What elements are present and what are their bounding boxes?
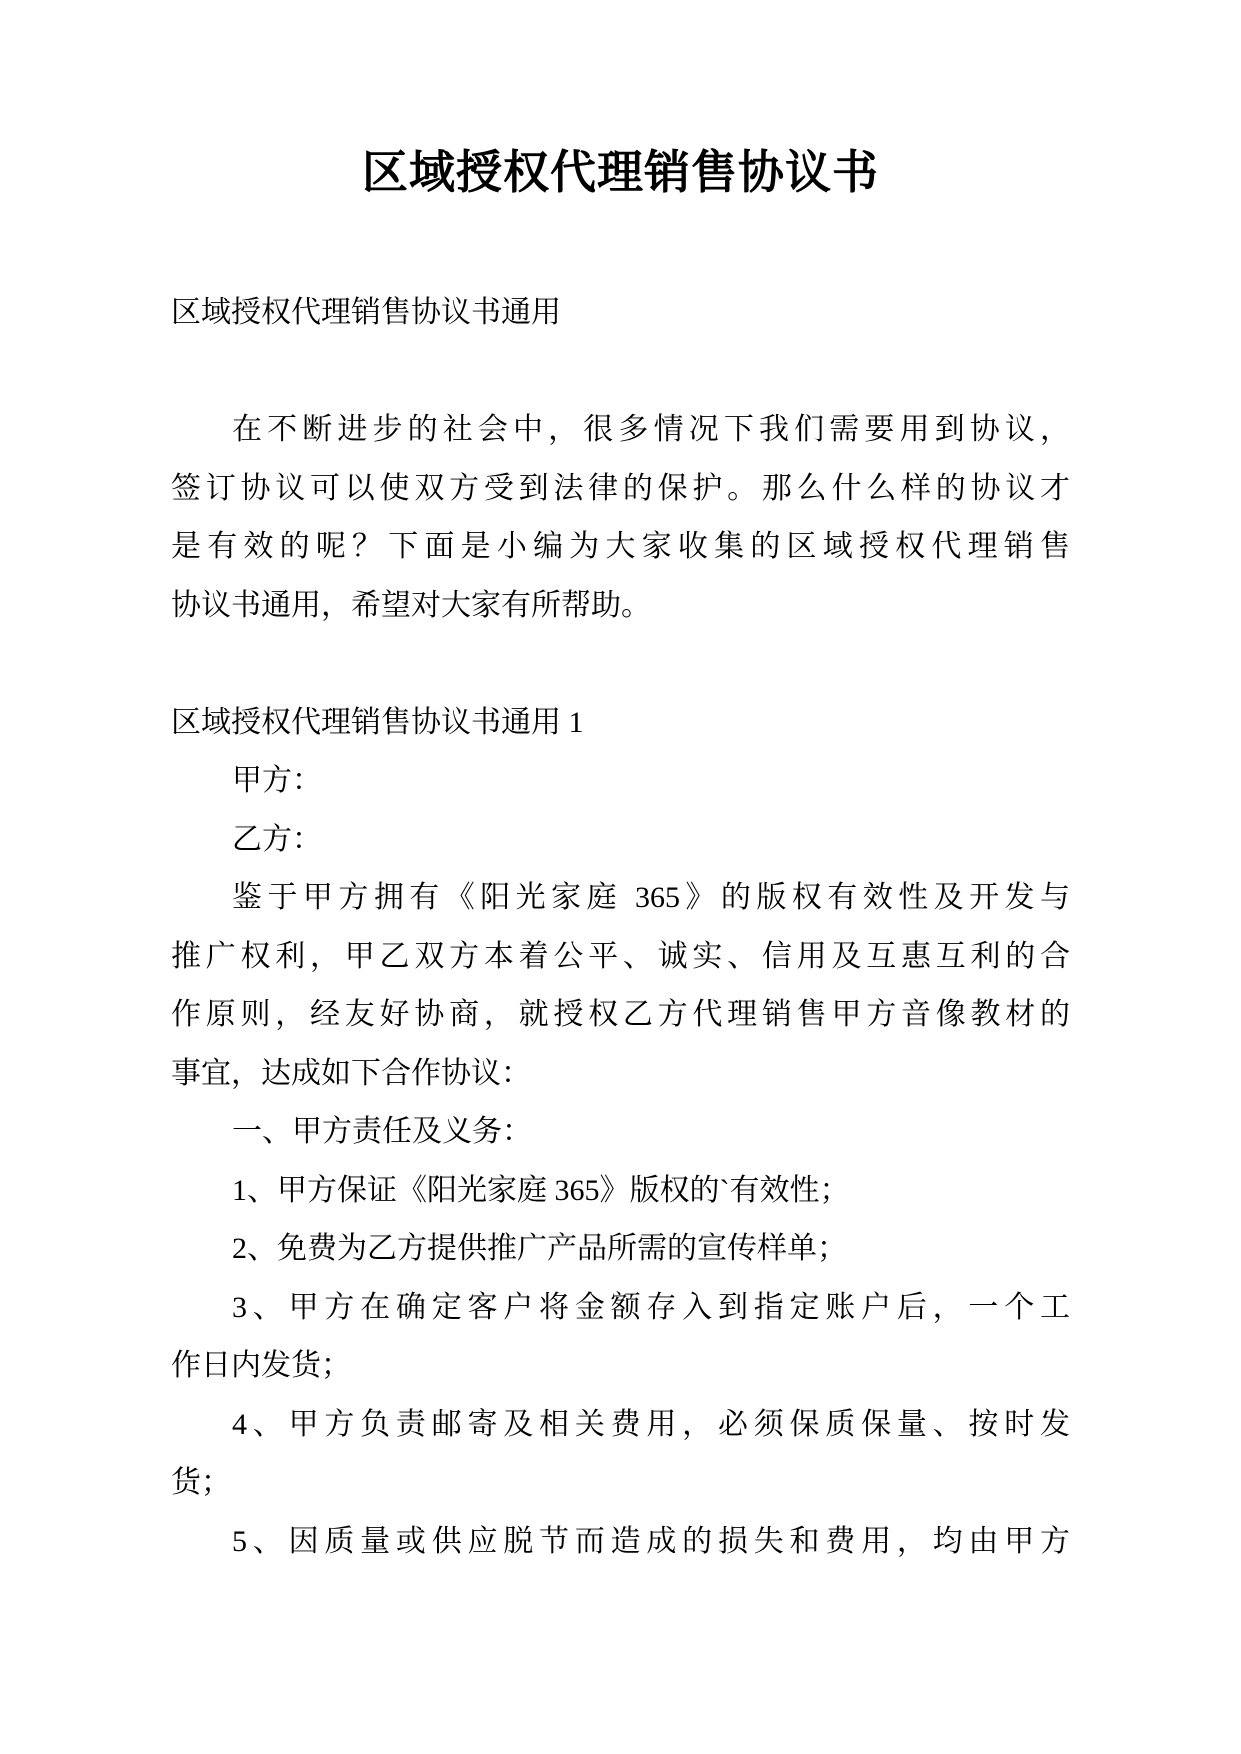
text-line: 作日内发货；	[171, 1349, 351, 1382]
text-line: 作原则，经友好协商，就授权乙方代理销售甲方音像教材的	[171, 998, 1070, 1031]
text-line: 甲方：	[232, 764, 322, 797]
text-line: 2、免费为乙方提供推广产品所需的宣传样单；	[232, 1232, 847, 1265]
text-line: 在不断进步的社会中，很多情况下我们需要用到协议，	[232, 413, 1070, 446]
text-line: 区域授权代理销售协议书通用 1	[171, 705, 584, 739]
text-line: 5、因质量或供应脱节而造成的损失和费用，均由甲方	[232, 1524, 1070, 1558]
text-line: 签订协议可以使双方受到法律的保护。那么什么样的协议才	[171, 471, 1070, 505]
text-line: 3、甲方在确定客户将金额存入到指定账户后，一个工	[232, 1290, 1070, 1324]
text-line: 事宜，达成如下合作协议：	[171, 1056, 531, 1090]
document-lines	[171, 284, 1070, 1571]
text-line: 4、甲方负责邮寄及相关费用，必须保质保量、按时发	[232, 1407, 1070, 1441]
text-line: 一、甲方责任及义务：	[232, 1115, 532, 1148]
text-line: 鉴于甲方拥有《阳光家庭 365》的版权有效性及开发与	[232, 881, 1070, 914]
text-line: 是有效的呢？下面是小编为大家收集的区域授权代理销售	[171, 530, 1070, 563]
text-line: 1、甲方保证《阳光家庭 365》版权的`有效性；	[232, 1173, 850, 1207]
text-line: 区域授权代理销售协议书通用	[171, 296, 561, 329]
text-line: 推广权利，甲乙双方本着公平、诚实、信用及互惠互利的合	[171, 939, 1070, 973]
text-line: 乙方：	[232, 822, 322, 856]
document-title: 区域授权代理销售协议书	[362, 147, 879, 198]
text-line: 协议书通用，希望对大家有所帮助。	[171, 588, 651, 622]
text-line: 货；	[171, 1466, 231, 1499]
